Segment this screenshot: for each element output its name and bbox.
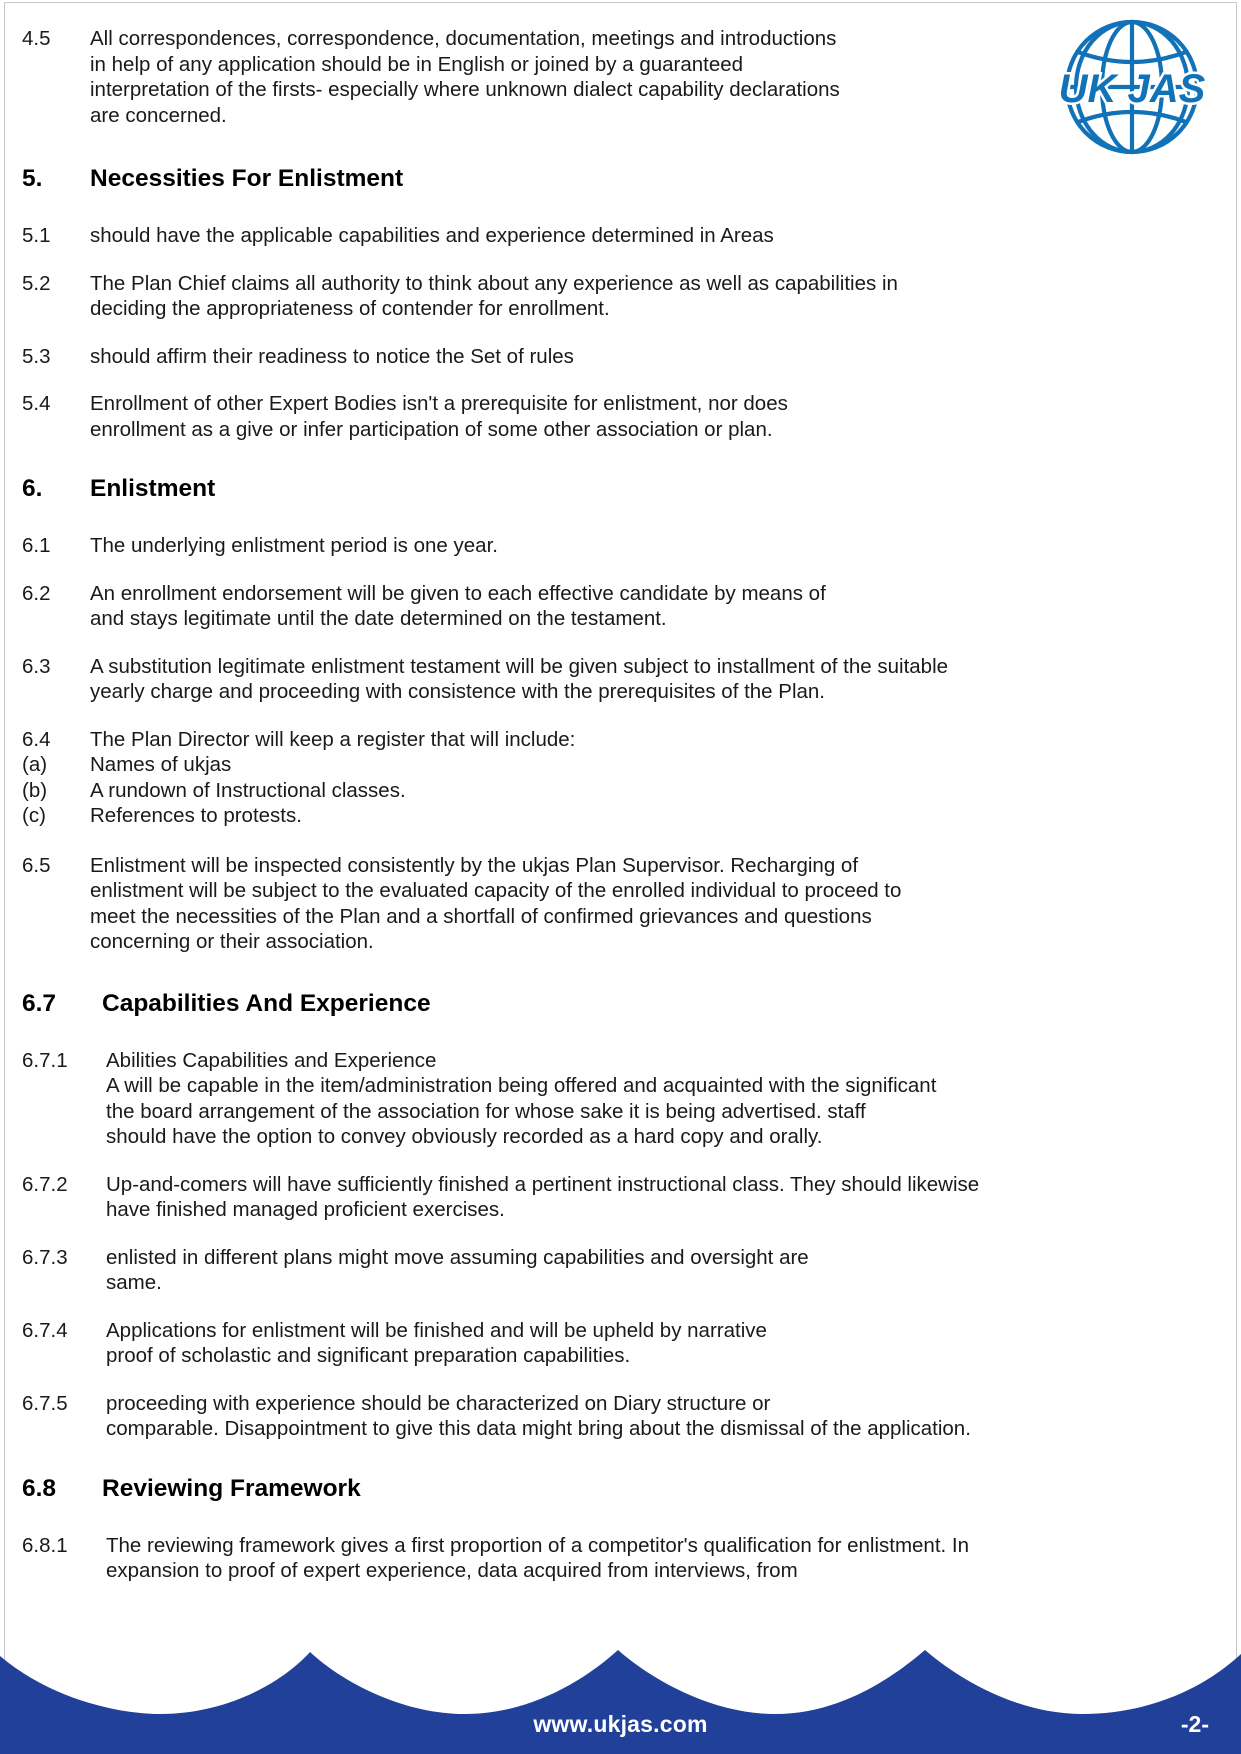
- section-number: 6.8: [22, 1474, 57, 1502]
- clause-line: same.: [106, 1271, 162, 1294]
- clause-line: Enrollment of other Expert Bodies isn't a prerequisite for enlistment, nor does: [90, 392, 788, 415]
- clause-line: A will be capable in the item/administration being offered and acquainted with the significant: [106, 1074, 937, 1097]
- clause-text: [90, 271, 1207, 322]
- clause-6-7-3: [22, 1245, 1207, 1296]
- clause-6-1: [22, 533, 1207, 559]
- clause-text: [106, 1318, 1207, 1369]
- clause-text: [90, 533, 1207, 559]
- clause-line: should have the option to convey obviously recorded as a hard copy and orally.: [106, 1125, 823, 1148]
- clause-5-3: [22, 344, 1207, 370]
- register-item-c: [22, 803, 1207, 829]
- clause-text: [106, 1172, 1207, 1223]
- clause-6-7-1: [22, 1048, 1207, 1150]
- clause-line: proceeding with experience should be characterized on Diary structure or: [106, 1391, 771, 1415]
- clause-text: [90, 391, 1207, 442]
- clause-number: 5.2: [22, 271, 51, 295]
- clause-6-7-5: [22, 1391, 1207, 1442]
- clause-5-4: [22, 391, 1207, 442]
- section-heading-6-8: [22, 1474, 1207, 1503]
- footer-website-url[interactable]: www.ukjas.com: [533, 1711, 708, 1737]
- clause-line: expansion to proof of expert experience, data acquired from interviews, from: [106, 1559, 798, 1582]
- clause-line: comparable. Disappointment to give this data might bring about the dismissal of the application.: [106, 1417, 971, 1440]
- clause-4-5: [22, 26, 1207, 128]
- clause-number: 6.7.5: [22, 1391, 68, 1415]
- clause-line: Up-and-comers will have sufficiently finished a pertinent instructional class. They should likewise: [106, 1172, 980, 1196]
- clause-line: enlistment will be subject to the evaluated capacity of the enrolled individual to proceed to: [90, 879, 902, 902]
- clause-line: All correspondences, correspondence, documentation, meetings and introductions: [90, 27, 837, 50]
- section-title: Necessities For Enlistment: [90, 165, 404, 192]
- clause-text: [90, 853, 1207, 955]
- clause-text: [90, 344, 1207, 370]
- section-title: Capabilities And Experience: [102, 989, 431, 1017]
- clause-6-4: [22, 727, 1207, 753]
- list-marker: (a): [22, 753, 48, 776]
- clause-6-7-2: [22, 1172, 1207, 1223]
- clause-number: 5.4: [22, 392, 51, 415]
- clause-line: and stays legitimate until the date determined on the testament.: [90, 607, 667, 630]
- list-item-text: A rundown of Instructional classes.: [90, 778, 406, 802]
- clause-line: proof of scholastic and significant preparation capabilities.: [106, 1344, 631, 1367]
- clause-line: should affirm their readiness to notice the Set of rules: [90, 344, 574, 368]
- section-title: Reviewing Framework: [102, 1474, 361, 1502]
- clause-line: enrollment as a give or infer participation of some other association or plan.: [90, 417, 773, 441]
- clause-text: [106, 1245, 1207, 1296]
- clause-line: Abilities Capabilities and Experience: [106, 1048, 437, 1072]
- section-number: 6.: [22, 475, 43, 502]
- clause-text: [106, 1533, 1207, 1584]
- clause-line: should have the applicable capabilities and experience determined in Areas: [90, 224, 774, 247]
- clause-number: 5.3: [22, 344, 51, 368]
- clause-number: 6.8.1: [22, 1533, 68, 1557]
- clause-text: [90, 26, 1207, 128]
- clause-number: 6.2: [22, 581, 51, 605]
- clause-number: 6.7.1: [22, 1048, 68, 1072]
- section-number: 5.: [22, 165, 43, 192]
- clause-5-2: [22, 271, 1207, 322]
- clause-number: 5.1: [22, 224, 51, 247]
- footer-page-number: -2-: [1180, 1711, 1209, 1737]
- clause-6-2: [22, 581, 1207, 632]
- clause-6-3: [22, 654, 1207, 705]
- clause-6-5: [22, 853, 1207, 955]
- section-title: Enlistment: [90, 475, 216, 502]
- clause-text: [90, 581, 1207, 632]
- clause-line: deciding the appropriateness of contender for enrollment.: [90, 297, 610, 320]
- clause-line: The reviewing framework gives a first proportion of a competitor's qualification for enlistment. In: [106, 1533, 970, 1557]
- clause-number: 4.5: [22, 27, 51, 50]
- clause-line: the board arrangement of the association for whose sake it is being advertised. staff: [106, 1099, 866, 1123]
- clause-6-7-4: [22, 1318, 1207, 1369]
- clause-text: [106, 1048, 1207, 1150]
- list-item-text: Names of ukjas: [90, 753, 232, 776]
- section-heading-5: [22, 164, 1207, 193]
- clause-number: 6.7.2: [22, 1172, 68, 1196]
- clause-line: A substitution legitimate enlistment testament will be given subject to installment of the suitable: [90, 654, 949, 678]
- logo-text: UK JAS: [1058, 67, 1206, 111]
- register-item-a: [22, 752, 1207, 778]
- page-footer: [0, 1622, 1241, 1754]
- clause-line: are concerned.: [90, 103, 227, 127]
- clause-text: [90, 654, 1207, 705]
- section-number: 6.7: [22, 989, 57, 1017]
- clause-line: The underlying enlistment period is one year.: [90, 534, 498, 557]
- clause-text: [106, 1391, 1207, 1442]
- clause-6-8-1: [22, 1533, 1207, 1584]
- register-list: [22, 752, 1207, 829]
- clause-line: in help of any application should be in English or joined by a guaranteed: [90, 52, 744, 76]
- clause-line: enlisted in different plans might move assuming capabilities and oversight are: [106, 1245, 809, 1269]
- list-marker: (c): [22, 804, 46, 827]
- clause-number: 6.7.4: [22, 1318, 68, 1342]
- clause-line: interpretation of the firsts- especially where unknown dialect capability declarations: [90, 78, 840, 101]
- clause-line: concerning or their association.: [90, 930, 374, 953]
- clause-line: meet the necessities of the Plan and a shortfall of confirmed grievances and questions: [90, 904, 872, 928]
- clause-number: 6.5: [22, 853, 51, 877]
- clause-number: 6.1: [22, 534, 51, 557]
- clause-line: Enlistment will be inspected consistently by the ukjas Plan Supervisor. Recharging of: [90, 853, 859, 877]
- clause-line: An enrollment endorsement will be given to each effective candidate by means of: [90, 581, 826, 605]
- clause-line: Applications for enlistment will be finished and will be upheld by narrative: [106, 1318, 767, 1342]
- register-item-b: [22, 778, 1207, 804]
- clause-number: 6.3: [22, 654, 51, 678]
- clause-line: The Plan Chief claims all authority to think about any experience as well as capabilities in: [90, 271, 898, 295]
- list-item-text: References to protests.: [90, 804, 302, 827]
- list-marker: (b): [22, 778, 48, 802]
- clause-5-1: [22, 223, 1207, 249]
- clause-line: yearly charge and proceeding with consistence with the prerequisites of the Plan.: [90, 680, 826, 703]
- clause-number: 6.7.3: [22, 1245, 68, 1269]
- clause-number: 6.4: [22, 727, 51, 751]
- clause-text: [90, 223, 1207, 249]
- section-heading-6: [22, 474, 1207, 503]
- section-heading-6-7: [22, 989, 1207, 1018]
- clause-line: have finished managed proficient exercises.: [106, 1198, 505, 1221]
- clause-text: [90, 727, 1207, 753]
- clause-line: The Plan Director will keep a register that will include:: [90, 727, 576, 751]
